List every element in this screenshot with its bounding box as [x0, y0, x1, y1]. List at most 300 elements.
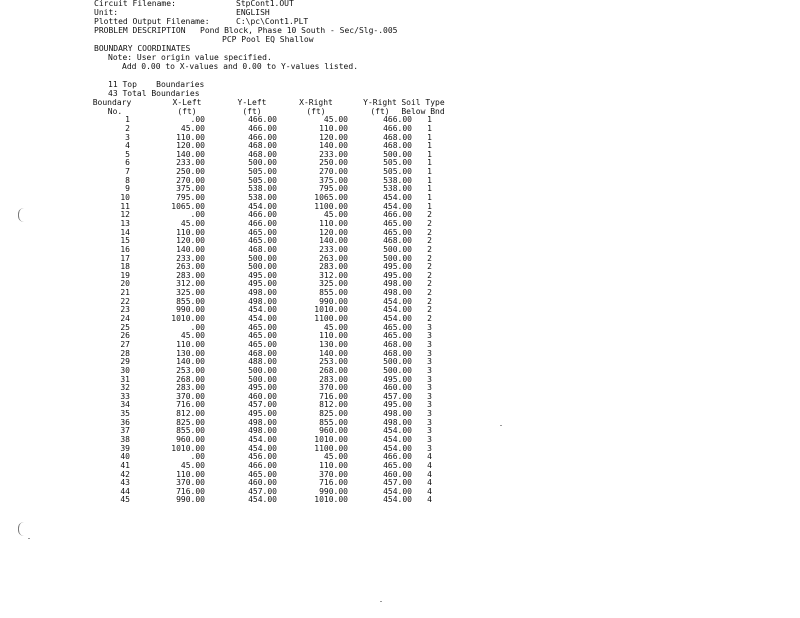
- y-left-cell: 500.00: [248, 253, 277, 263]
- x-left-cell: 130.00: [176, 348, 205, 358]
- header-x-right-unit: (ft): [306, 106, 326, 116]
- x-left-cell: 253.00: [176, 365, 205, 375]
- x-right-cell: 283.00: [319, 374, 348, 384]
- x-right-cell: 110.00: [319, 123, 348, 133]
- y-right-cell: 500.00: [383, 244, 412, 254]
- soil-type-cell: 1: [427, 115, 432, 125]
- x-right-cell: 1065.00: [314, 193, 348, 203]
- table-row: [92, 158, 432, 168]
- unit-label: Unit:: [94, 8, 119, 17]
- boundary-no-cell: 24: [120, 314, 130, 324]
- y-right-cell: 460.00: [383, 469, 412, 479]
- table-row: [92, 253, 432, 264]
- x-right-cell: 233.00: [319, 149, 348, 159]
- header-x-right: X-Right: [299, 98, 333, 107]
- y-right-cell: 468.00: [383, 348, 412, 358]
- table-row: [92, 175, 432, 186]
- x-right-cell: 312.00: [319, 270, 348, 280]
- soil-type-cell: 4: [427, 460, 432, 470]
- soil-type-cell: 3: [427, 443, 432, 453]
- y-left-cell: 495.00: [248, 409, 277, 419]
- scan-hole-mark-lower: [18, 522, 25, 536]
- x-left-cell: 283.00: [176, 270, 205, 280]
- soil-type-cell: 3: [427, 331, 432, 341]
- table-row: [92, 279, 432, 289]
- boundary-no-cell: 25: [120, 322, 130, 332]
- x-left-cell: 812.00: [176, 409, 205, 419]
- x-right-cell: 1100.00: [314, 443, 348, 453]
- boundary-no-cell: 14: [120, 227, 130, 237]
- boundary-no-cell: 10: [120, 193, 130, 203]
- boundary-no-cell: 42: [120, 469, 130, 479]
- y-left-cell: 488.00: [248, 357, 277, 367]
- table-row: [92, 262, 432, 272]
- y-right-cell: 468.00: [383, 339, 412, 349]
- soil-type-cell: 3: [427, 409, 432, 419]
- x-left-cell: 960.00: [176, 434, 205, 444]
- y-right-cell: 465.00: [383, 218, 412, 228]
- x-left-cell: 325.00: [176, 288, 205, 298]
- x-left-cell: .00: [190, 210, 205, 220]
- boundary-coordinates-title: BOUNDARY COORDINATES: [94, 44, 191, 53]
- table-row: [92, 383, 432, 393]
- x-left-cell: 263.00: [176, 262, 205, 272]
- boundary-no-cell: 35: [120, 409, 130, 419]
- x-right-cell: 45.00: [323, 322, 348, 332]
- header-y-left-unit: (ft): [242, 106, 262, 116]
- x-left-cell: 990.00: [176, 305, 205, 315]
- x-right-cell: 233.00: [319, 244, 348, 254]
- x-right-cell: 45.00: [323, 115, 348, 125]
- table-row: [92, 486, 432, 497]
- x-right-cell: 140.00: [319, 141, 348, 151]
- table-row: [92, 184, 432, 194]
- x-right-cell: 825.00: [319, 409, 348, 419]
- table-row: [92, 495, 432, 505]
- table-row: [92, 365, 432, 376]
- table-row: [92, 236, 432, 246]
- header-y-right-unit: (ft): [370, 106, 390, 116]
- soil-type-cell: 3: [427, 391, 432, 401]
- header-soil-type: Soil Type: [401, 98, 445, 107]
- boundary-no-cell: 20: [120, 279, 130, 289]
- table-row: [92, 132, 432, 143]
- y-right-cell: 466.00: [383, 210, 412, 220]
- circuit-filename-value: StpCont1.OUT: [236, 0, 294, 8]
- soil-type-cell: 3: [427, 400, 432, 410]
- boundary-no-cell: 30: [120, 365, 130, 375]
- table-row: [92, 167, 432, 177]
- x-left-cell: 140.00: [176, 149, 205, 159]
- boundary-no-cell: 9: [125, 184, 130, 194]
- soil-type-cell: 1: [427, 175, 432, 185]
- x-right-cell: 110.00: [319, 218, 348, 228]
- boundary-no-cell: 8: [125, 175, 130, 185]
- y-left-cell: 466.00: [248, 460, 277, 470]
- table-row: [92, 227, 432, 238]
- soil-type-cell: 2: [427, 244, 432, 254]
- boundary-no-cell: 6: [125, 158, 130, 168]
- boundary-no-cell: 22: [120, 296, 130, 306]
- x-right-cell: 45.00: [323, 452, 348, 462]
- x-right-cell: 110.00: [319, 331, 348, 341]
- table-header-row-2: [92, 106, 445, 117]
- y-left-cell: 460.00: [248, 478, 277, 488]
- table-row: [92, 218, 432, 229]
- boundary-no-cell: 41: [120, 460, 130, 470]
- y-left-cell: 500.00: [248, 262, 277, 272]
- x-left-cell: 312.00: [176, 279, 205, 289]
- boundary-no-cell: 38: [120, 434, 130, 444]
- x-right-cell: 855.00: [319, 417, 348, 427]
- y-right-cell: 454.00: [383, 314, 412, 324]
- x-left-cell: 45.00: [180, 123, 205, 133]
- boundary-no-cell: 29: [120, 357, 130, 367]
- y-right-cell: 454.00: [383, 495, 412, 505]
- scan-speck: [28, 538, 30, 539]
- soil-type-cell: 3: [427, 365, 432, 375]
- y-right-cell: 498.00: [383, 288, 412, 298]
- x-left-cell: 370.00: [176, 391, 205, 401]
- x-right-cell: 140.00: [319, 348, 348, 358]
- y-left-cell: 505.00: [248, 167, 277, 177]
- x-left-cell: 140.00: [176, 244, 205, 254]
- boundary-no-cell: 18: [120, 262, 130, 272]
- y-right-cell: 454.00: [383, 201, 412, 211]
- problem-description-label: PROBLEM DESCRIPTION: [94, 26, 186, 35]
- y-right-cell: 454.00: [383, 434, 412, 444]
- x-left-cell: .00: [190, 115, 205, 125]
- y-right-cell: 500.00: [383, 357, 412, 367]
- y-left-cell: 465.00: [248, 322, 277, 332]
- soil-type-cell: 1: [427, 193, 432, 203]
- x-left-cell: 283.00: [176, 383, 205, 393]
- boundary-no-cell: 40: [120, 452, 130, 462]
- soil-type-cell: 3: [427, 348, 432, 358]
- boundary-no-cell: 11: [120, 201, 130, 211]
- x-left-cell: 110.00: [176, 469, 205, 479]
- x-left-cell: 1010.00: [171, 314, 205, 324]
- header-below-bnd: Below Bnd: [401, 106, 445, 116]
- x-left-cell: 268.00: [176, 374, 205, 384]
- x-left-cell: 110.00: [176, 132, 205, 142]
- table-row: [92, 305, 432, 315]
- header-x-left: X-Left: [172, 98, 202, 107]
- y-right-cell: 454.00: [383, 305, 412, 315]
- boundary-no-cell: 45: [120, 495, 130, 505]
- note-line-1: Note: User origin value specified.: [108, 53, 272, 62]
- y-left-cell: 465.00: [248, 331, 277, 341]
- y-left-cell: 454.00: [248, 434, 277, 444]
- boundary-no-cell: 26: [120, 331, 130, 341]
- x-right-cell: 45.00: [323, 210, 348, 220]
- y-right-cell: 538.00: [383, 175, 412, 185]
- y-left-cell: 460.00: [248, 391, 277, 401]
- x-right-cell: 716.00: [319, 478, 348, 488]
- x-left-cell: 855.00: [176, 426, 205, 436]
- y-right-cell: 465.00: [383, 460, 412, 470]
- table-row: [92, 409, 432, 419]
- y-right-cell: 468.00: [383, 132, 412, 142]
- soil-type-cell: 2: [427, 227, 432, 237]
- x-left-cell: 45.00: [180, 331, 205, 341]
- y-left-cell: 454.00: [248, 201, 277, 211]
- y-left-cell: 465.00: [248, 236, 277, 246]
- table-row: [92, 469, 432, 480]
- table-row: [92, 426, 432, 436]
- x-left-cell: 233.00: [176, 253, 205, 263]
- boundary-no-cell: 32: [120, 383, 130, 393]
- soil-type-cell: 1: [427, 123, 432, 133]
- x-left-cell: 250.00: [176, 167, 205, 177]
- boundary-no-cell: 28: [120, 348, 130, 358]
- table-row: [92, 322, 432, 333]
- table-row: [92, 452, 432, 462]
- x-left-cell: .00: [190, 452, 205, 462]
- table-row: [92, 391, 432, 402]
- x-left-cell: 45.00: [180, 218, 205, 228]
- problem-description-line2: PCP Pool EQ Shallow: [222, 35, 314, 44]
- x-left-cell: 140.00: [176, 357, 205, 367]
- soil-type-cell: 3: [427, 417, 432, 427]
- boundary-no-cell: 15: [120, 236, 130, 246]
- y-left-cell: 465.00: [248, 469, 277, 479]
- soil-type-cell: 3: [427, 322, 432, 332]
- x-right-cell: 375.00: [319, 175, 348, 185]
- x-right-cell: 1010.00: [314, 434, 348, 444]
- x-left-cell: 120.00: [176, 236, 205, 246]
- x-right-cell: 812.00: [319, 400, 348, 410]
- x-left-cell: 270.00: [176, 175, 205, 185]
- x-left-cell: 855.00: [176, 296, 205, 306]
- soil-type-cell: 1: [427, 141, 432, 151]
- x-right-cell: 263.00: [319, 253, 348, 263]
- x-right-cell: 990.00: [319, 296, 348, 306]
- soil-type-cell: 4: [427, 486, 432, 496]
- x-right-cell: 253.00: [319, 357, 348, 367]
- x-right-cell: 990.00: [319, 486, 348, 496]
- y-right-cell: 495.00: [383, 400, 412, 410]
- y-left-cell: 466.00: [248, 210, 277, 220]
- soil-type-cell: 2: [427, 253, 432, 263]
- soil-type-cell: 3: [427, 339, 432, 349]
- y-right-cell: 465.00: [383, 322, 412, 332]
- soil-type-cell: 2: [427, 236, 432, 246]
- y-right-cell: 454.00: [383, 443, 412, 453]
- table-row: [92, 149, 432, 160]
- table-row: [92, 210, 432, 220]
- y-left-cell: 466.00: [248, 123, 277, 133]
- x-left-cell: 110.00: [176, 339, 205, 349]
- table-row: [92, 244, 432, 255]
- y-left-cell: 466.00: [248, 218, 277, 228]
- soil-type-cell: 2: [427, 305, 432, 315]
- y-right-cell: 466.00: [383, 123, 412, 133]
- y-right-cell: 500.00: [383, 149, 412, 159]
- y-left-cell: 465.00: [248, 339, 277, 349]
- table-row: [92, 460, 432, 471]
- problem-description-line1: Pond Block, Phase 10 South - Sec/Slg-.005: [200, 26, 398, 35]
- x-right-cell: 370.00: [319, 469, 348, 479]
- y-right-cell: 460.00: [383, 383, 412, 393]
- y-right-cell: 498.00: [383, 279, 412, 289]
- table-row: [92, 478, 432, 488]
- y-right-cell: 457.00: [383, 391, 412, 401]
- y-left-cell: 468.00: [248, 149, 277, 159]
- table-body: [92, 115, 432, 505]
- y-left-cell: 454.00: [248, 495, 277, 505]
- table-row: [92, 123, 432, 134]
- y-left-cell: 456.00: [248, 452, 277, 462]
- y-left-cell: 500.00: [248, 374, 277, 384]
- header-y-left: Y-Left: [237, 98, 267, 107]
- header-boundary: Boundary: [92, 98, 132, 107]
- soil-type-cell: 2: [427, 210, 432, 220]
- y-right-cell: 454.00: [383, 486, 412, 496]
- x-right-cell: 1100.00: [314, 201, 348, 211]
- soil-type-cell: 1: [427, 158, 432, 168]
- soil-type-cell: 3: [427, 426, 432, 436]
- boundary-table: [92, 98, 445, 505]
- soil-type-cell: 1: [427, 149, 432, 159]
- table-row: [92, 348, 432, 359]
- y-left-cell: 495.00: [248, 279, 277, 289]
- y-left-cell: 538.00: [248, 184, 277, 194]
- x-left-cell: 1065.00: [171, 201, 205, 211]
- x-right-cell: 120.00: [319, 132, 348, 142]
- soil-type-cell: 3: [427, 374, 432, 384]
- table-row: [92, 288, 432, 298]
- table-row: [92, 400, 432, 410]
- x-left-cell: .00: [190, 322, 205, 332]
- table-row: [92, 434, 432, 445]
- y-right-cell: 500.00: [383, 365, 412, 375]
- y-right-cell: 505.00: [383, 167, 412, 177]
- y-left-cell: 454.00: [248, 314, 277, 324]
- soil-type-cell: 4: [427, 478, 432, 488]
- y-right-cell: 495.00: [383, 262, 412, 272]
- x-right-cell: 268.00: [319, 365, 348, 375]
- plotted-output-value: C:\pc\Cont1.PLT: [236, 17, 309, 26]
- boundary-no-cell: 39: [120, 443, 130, 453]
- boundary-no-cell: 3: [125, 132, 130, 142]
- scan-hole-mark-upper: [18, 208, 25, 222]
- x-right-cell: 855.00: [319, 288, 348, 298]
- soil-type-cell: 3: [427, 357, 432, 367]
- x-right-cell: 1010.00: [314, 495, 348, 505]
- header-y-right: Y-Right: [363, 98, 397, 107]
- y-right-cell: 454.00: [383, 296, 412, 306]
- x-left-cell: 1010.00: [171, 443, 205, 453]
- y-right-cell: 454.00: [383, 193, 412, 203]
- x-right-cell: 370.00: [319, 383, 348, 393]
- soil-type-cell: 3: [427, 434, 432, 444]
- total-boundaries-count: 43 Total Boundaries: [108, 89, 200, 98]
- boundary-no-cell: 44: [120, 486, 130, 496]
- y-right-cell: 495.00: [383, 270, 412, 280]
- y-left-cell: 468.00: [248, 141, 277, 151]
- boundary-no-cell: 37: [120, 426, 130, 436]
- x-left-cell: 375.00: [176, 184, 205, 194]
- soil-type-cell: 1: [427, 184, 432, 194]
- y-left-cell: 466.00: [248, 115, 277, 125]
- soil-type-cell: 2: [427, 288, 432, 298]
- y-left-cell: 495.00: [248, 383, 277, 393]
- table-row: [92, 339, 432, 350]
- boundary-no-cell: 5: [125, 149, 130, 159]
- boundary-no-cell: 1: [125, 115, 130, 125]
- soil-type-cell: 2: [427, 296, 432, 306]
- y-right-cell: 498.00: [383, 409, 412, 419]
- y-left-cell: 505.00: [248, 175, 277, 185]
- x-right-cell: 716.00: [319, 391, 348, 401]
- boundary-no-cell: 33: [120, 391, 130, 401]
- x-right-cell: 270.00: [319, 167, 348, 177]
- x-right-cell: 110.00: [319, 460, 348, 470]
- table-row: [92, 331, 432, 341]
- table-row: [92, 314, 432, 324]
- table-row: [92, 193, 432, 203]
- soil-type-cell: 4: [427, 469, 432, 479]
- x-right-cell: 140.00: [319, 236, 348, 246]
- table-row: [92, 201, 432, 212]
- y-right-cell: 538.00: [383, 184, 412, 194]
- x-right-cell: 250.00: [319, 158, 348, 168]
- y-left-cell: 466.00: [248, 132, 277, 142]
- soil-type-cell: 1: [427, 167, 432, 177]
- x-left-cell: 825.00: [176, 417, 205, 427]
- y-right-cell: 468.00: [383, 236, 412, 246]
- unit-value: ENGLISH: [236, 8, 270, 17]
- soil-type-cell: 2: [427, 279, 432, 289]
- y-right-cell: 500.00: [383, 253, 412, 263]
- soil-type-cell: 2: [427, 218, 432, 228]
- table-row: [92, 417, 432, 428]
- x-right-cell: 283.00: [319, 262, 348, 272]
- boundary-no-cell: 36: [120, 417, 130, 427]
- boundary-no-cell: 21: [120, 288, 130, 298]
- y-right-cell: 498.00: [383, 417, 412, 427]
- y-right-cell: 468.00: [383, 141, 412, 151]
- y-right-cell: 465.00: [383, 331, 412, 341]
- x-left-cell: 120.00: [176, 141, 205, 151]
- table-row: [92, 141, 432, 151]
- boundary-no-cell: 17: [120, 253, 130, 263]
- x-right-cell: 960.00: [319, 426, 348, 436]
- y-right-cell: 454.00: [383, 426, 412, 436]
- y-left-cell: 468.00: [248, 348, 277, 358]
- x-left-cell: 110.00: [176, 227, 205, 237]
- scan-speck: [380, 601, 382, 602]
- x-left-cell: 233.00: [176, 158, 205, 168]
- note-line-2: Add 0.00 to X-values and 0.00 to Y-values listed.: [122, 62, 359, 71]
- x-right-cell: 795.00: [319, 184, 348, 194]
- y-left-cell: 495.00: [248, 270, 277, 280]
- boundary-no-cell: 2: [125, 123, 130, 133]
- y-right-cell: 495.00: [383, 374, 412, 384]
- boundary-no-cell: 4: [125, 141, 130, 151]
- y-left-cell: 500.00: [248, 365, 277, 375]
- y-left-cell: 498.00: [248, 417, 277, 427]
- top-boundaries-count: 11 Top Boundaries: [108, 80, 205, 89]
- y-right-cell: 505.00: [383, 158, 412, 168]
- y-left-cell: 454.00: [248, 443, 277, 453]
- boundary-no-cell: 12: [120, 210, 130, 220]
- x-right-cell: 325.00: [319, 279, 348, 289]
- y-right-cell: 466.00: [383, 452, 412, 462]
- x-left-cell: 716.00: [176, 400, 205, 410]
- boundary-no-cell: 34: [120, 400, 130, 410]
